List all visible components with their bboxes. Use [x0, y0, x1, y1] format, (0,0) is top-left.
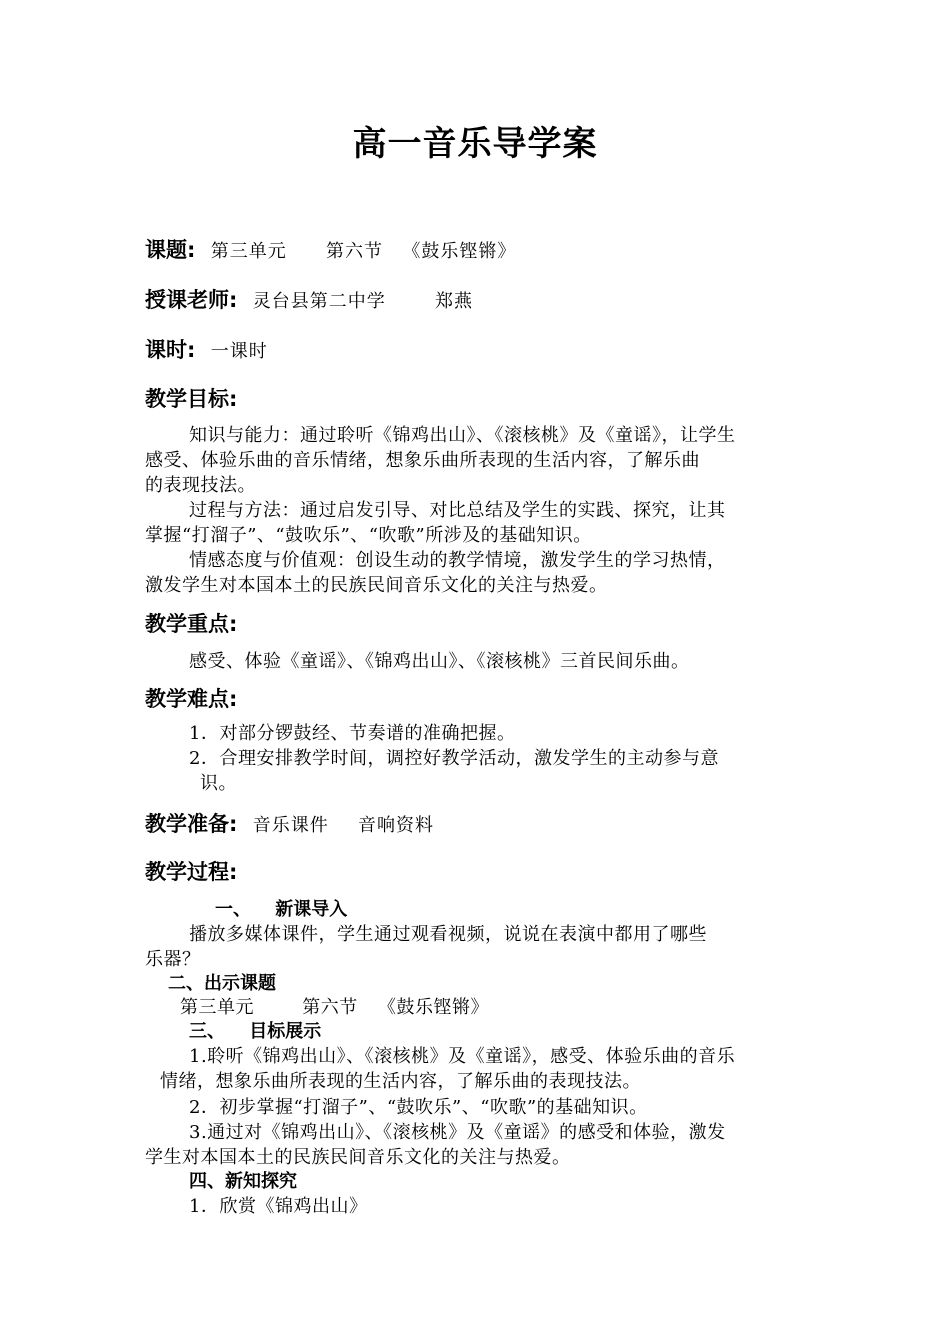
- difficulties-line: 2．合理安排教学时间，调控好教学活动，激发学生的主动参与意: [189, 748, 719, 769]
- objectives-line: 情感态度与价值观：创设生动的教学情境，激发学生的学习热情，: [189, 550, 726, 571]
- objectives-line: 掌握“打溜子”、“鼓吹乐”、“吹歌”所涉及的基础知识。: [145, 525, 592, 546]
- section-3-line: 情绪，想象乐曲所表现的生活内容，了解乐曲的表现技法。: [160, 1071, 641, 1092]
- topic-row: 课题: 第三单元 第六节 《鼓乐铿锵》: [145, 236, 516, 266]
- teacher-row: 授课老师: 灵台县第二中学 郑燕: [145, 288, 474, 312]
- objectives-heading: 教学目标:: [145, 387, 238, 411]
- topic-section: 第六节: [326, 241, 384, 262]
- objectives-line: 激发学生对本国本土的民族民间音乐文化的关注与热爱。: [145, 575, 608, 596]
- period-row: 课时: 一课时: [145, 338, 268, 362]
- teacher-school: 灵台县第二中学: [252, 291, 386, 312]
- section-1-line: 播放多媒体课件，学生通过观看视频，说说在表演中都用了哪些: [189, 924, 707, 945]
- section-3-title: 三、 目标展示: [189, 1021, 322, 1042]
- section-3-line: 2．初步掌握“打溜子”、“鼓吹乐”、“吹歌”的基础知识。: [189, 1097, 648, 1118]
- preparation-heading: 教学准备: [145, 812, 229, 836]
- preparation-item: 音响资料: [358, 815, 435, 836]
- section-2-title: 二、出示课题: [168, 973, 276, 994]
- section-4-line: 1．欣赏《锦鸡出山》: [189, 1196, 368, 1217]
- objectives-line: 知识与能力：通过聆听《锦鸡出山》、《滚核桃》及《童谣》，让学生: [189, 425, 736, 446]
- topic-label: 课题: [145, 238, 187, 262]
- section-2-topic: 第三单元 第六节 《鼓乐铿锵》: [180, 997, 489, 1018]
- key-points-heading: 教学重点:: [145, 612, 238, 636]
- topic-unit: 第三单元: [210, 241, 287, 262]
- objectives-line: 过程与方法：通过启发引导、对比总结及学生的实践、探究，让其: [189, 500, 726, 521]
- objectives-line: 的表现技法。: [145, 475, 256, 496]
- topic-name: 《鼓乐铿锵》: [402, 241, 517, 262]
- difficulties-heading: 教学难点:: [145, 687, 238, 711]
- section-1-title: 一、 新课导入: [215, 899, 348, 920]
- objectives-line: 感受、体验乐曲的音乐情绪，想象乐曲所表现的生活内容，了解乐曲: [145, 450, 700, 471]
- section-3-line: 1.聆听《锦鸡出山》、《滚核桃》及《童谣》，感受、体验乐曲的音乐: [189, 1046, 736, 1067]
- preparation-row: 教学准备: 音乐课件 音响资料: [145, 812, 435, 836]
- teacher-name: 郑燕: [435, 291, 474, 312]
- period-label: 课时: [145, 338, 187, 362]
- section-3-line: 学生对本国本土的民族民间音乐文化的关注与热爱。: [145, 1147, 571, 1168]
- difficulties-line: 识。: [200, 773, 237, 794]
- section-4-title: 四、新知探究: [189, 1171, 297, 1192]
- preparation-item: 音乐课件: [252, 815, 329, 836]
- key-points-line: 感受、体验《童谣》、《锦鸡出山》、《滚核桃》三首民间乐曲。: [189, 651, 690, 672]
- process-heading: 教学过程:: [145, 860, 238, 884]
- section-3-line: 3.通过对《锦鸡出山》、《滚核桃》及《童谣》的感受和体验，激发: [189, 1122, 726, 1143]
- period-value: 一课时: [210, 341, 268, 362]
- difficulties-line: 1．对部分锣鼓经、节奏谱的准确把握。: [189, 723, 516, 744]
- teacher-label: 授课老师: [145, 288, 229, 312]
- section-1-line: 乐器？: [145, 949, 201, 970]
- document-title: 高一音乐导学案: [352, 124, 598, 164]
